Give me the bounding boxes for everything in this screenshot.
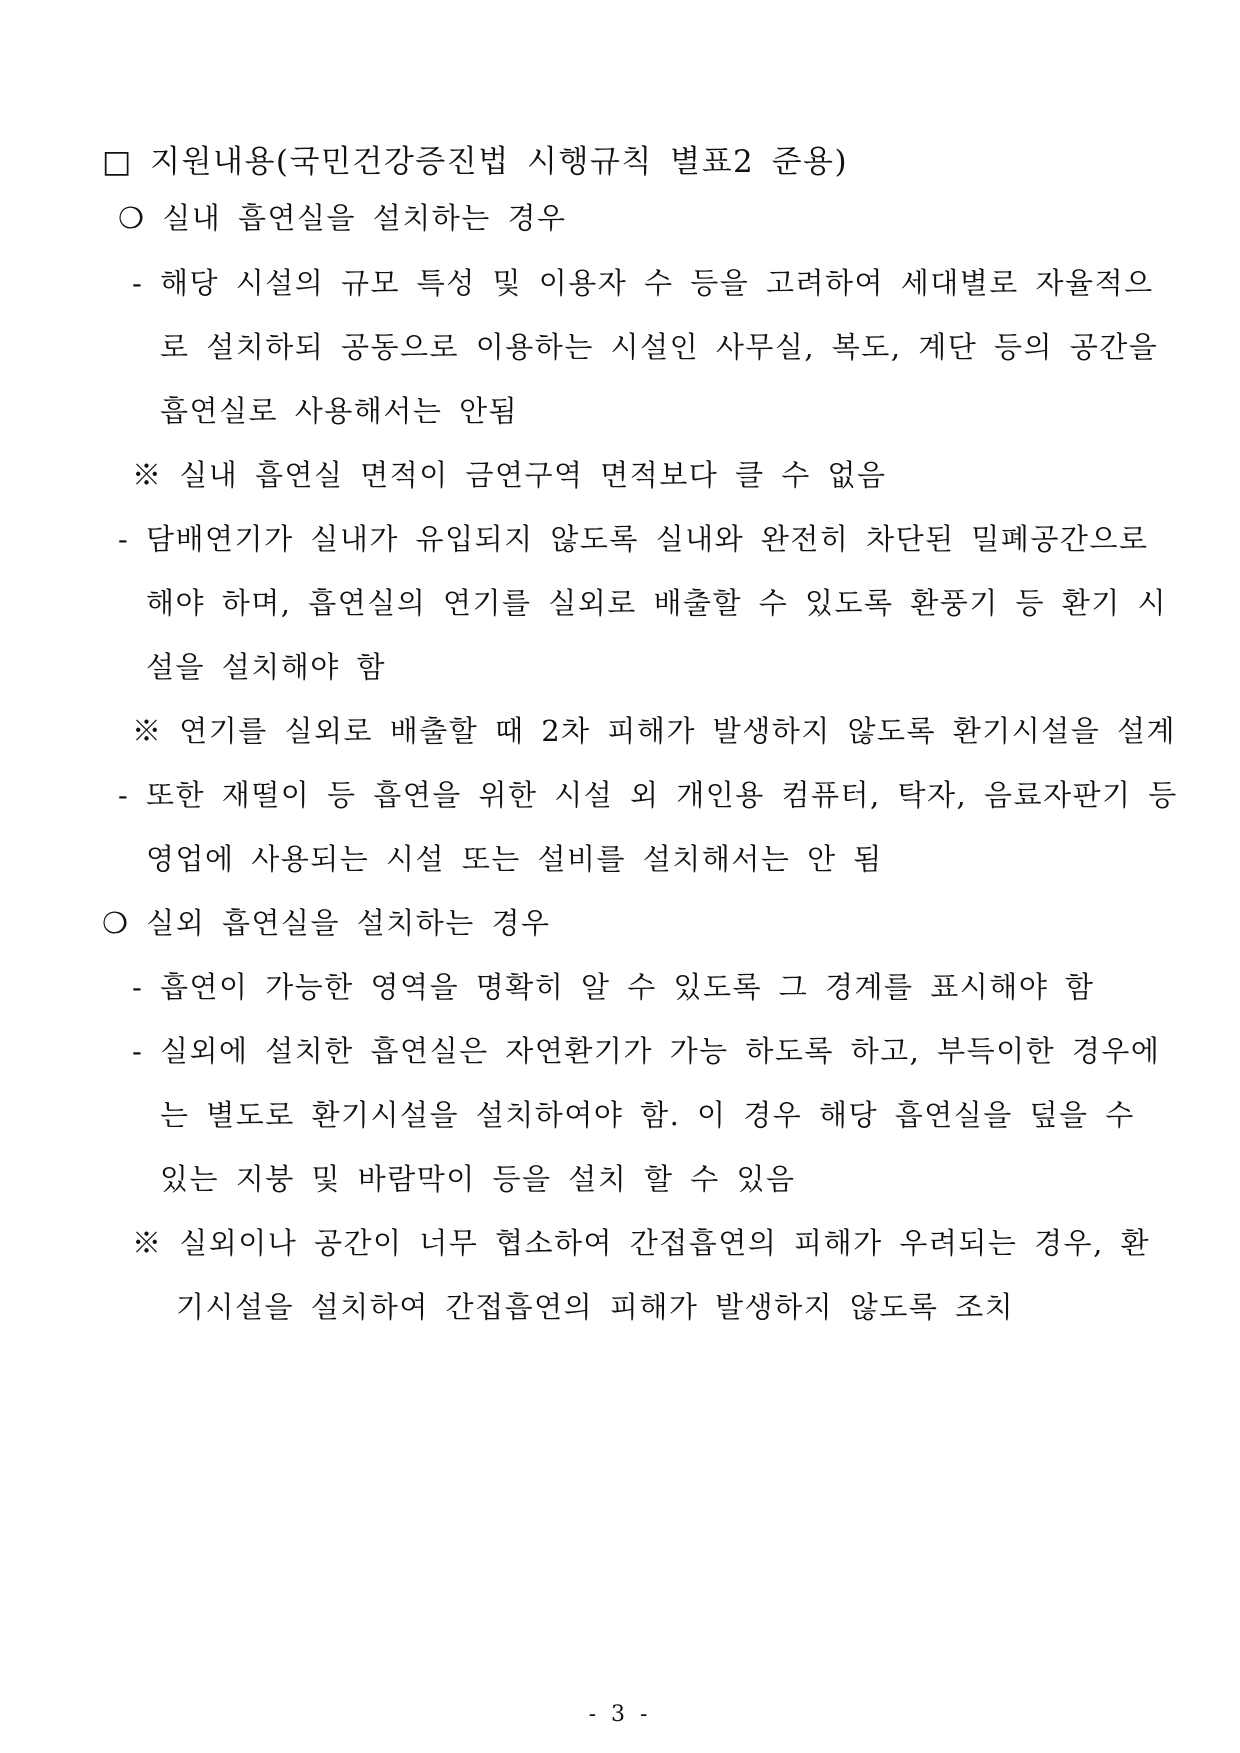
indoor-note2: ※ 연기를 실외로 배출할 때 2차 피해가 발생하지 않도록 환기시설을 설계 — [132, 714, 1177, 748]
indoor-item3-line2: 영업에 사용되는 시설 또는 설비를 설치해서는 안 됨 — [146, 842, 883, 876]
outdoor-item2-line2: 는 별도로 환기시설을 설치하여야 함. 이 경우 해당 흡연실을 덮을 수 — [160, 1098, 1135, 1132]
indoor-item1-line3: 흡연실로 사용해서는 안됨 — [160, 394, 519, 428]
indoor-item2-line2: 해야 하며, 흡연실의 연기를 실외로 배출할 수 있도록 환풍기 등 환기 시 — [146, 586, 1168, 620]
indoor-section-title: ❍ 실내 흡연실을 설치하는 경우 — [118, 201, 567, 235]
outdoor-item1: - 흡연이 가능한 영역을 명확히 알 수 있도록 그 경계를 표시해야 함 — [132, 970, 1095, 1004]
outdoor-item2-line3: 있는 지붕 및 바람막이 등을 설치 할 수 있음 — [160, 1162, 796, 1196]
outdoor-note-line2: 기시설을 설치하여 간접흡연의 피해가 발생하지 않도록 조치 — [176, 1290, 1015, 1324]
indoor-item2-line3: 설을 설치해야 함 — [146, 650, 387, 684]
outdoor-item2-line1: - 실외에 설치한 흡연실은 자연환기가 가능 하도록 하고, 부득이한 경우에 — [132, 1034, 1161, 1068]
outdoor-note-line1: ※ 실외이나 공간이 너무 협소하여 간접흡연의 피해가 우려되는 경우, 환 — [132, 1226, 1151, 1260]
page-number: - 3 - — [588, 1702, 652, 1727]
outdoor-section-title: ❍ 실외 흡연실을 설치하는 경우 — [102, 906, 551, 940]
indoor-note1: ※ 실내 흡연실 면적이 금연구역 면적보다 클 수 없음 — [132, 458, 887, 492]
section-heading: □ 지원내용(국민건강증진법 시행규칙 별표2 준용) — [102, 144, 849, 180]
indoor-item3-line1: - 또한 재떨이 등 흡연을 위한 시설 외 개인용 컴퓨터, 탁자, 음료자판기 등 — [118, 778, 1178, 812]
indoor-item2-line1: - 담배연기가 실내가 유입되지 않도록 실내와 완전히 차단된 밀폐공간으로 — [118, 522, 1149, 556]
indoor-item1-line2: 로 설치하되 공동으로 이용하는 시설인 사무실, 복도, 계단 등의 공간을 — [160, 330, 1159, 364]
indoor-item1-line1: - 해당 시설의 규모 특성 및 이용자 수 등을 고려하여 세대별로 자율적으 — [132, 266, 1154, 300]
